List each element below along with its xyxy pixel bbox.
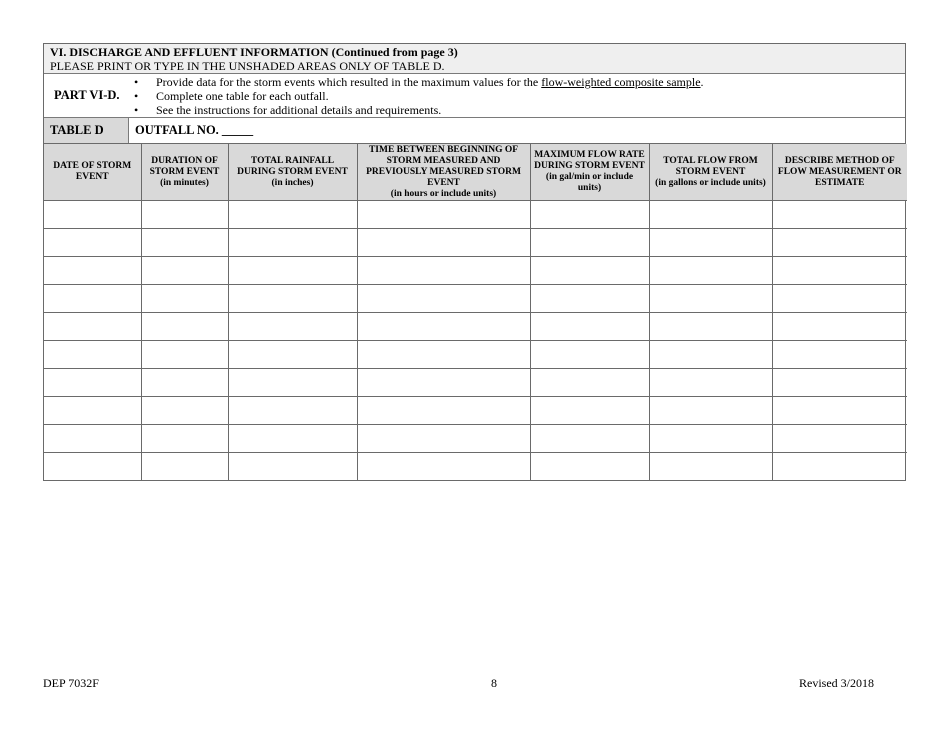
outfall-number-field[interactable]: OUTFALL NO. _____ [135,123,254,137]
table-row [44,397,907,425]
table-d-label: TABLE D [44,118,129,143]
table-row [44,257,907,285]
table-cell-input[interactable] [228,285,357,313]
table-cell-input[interactable] [141,313,228,341]
table-cell-input[interactable] [141,285,228,313]
table-cell-input[interactable] [772,285,907,313]
col-time-between-storms: TIME BETWEEN BEGINNING OF STORM MEASURED AND PREVIOUSLY MEASURED STORM EVENT (in hours or include units) [357,144,530,201]
revision-date: Revised 3/2018 [799,676,874,690]
table-cell-input[interactable] [772,201,907,229]
table-row [44,229,907,257]
section-instruction: PLEASE PRINT OR TYPE IN THE UNSHADED AREAS ONLY OF TABLE D. [50,59,445,73]
table-cell-input[interactable] [357,285,530,313]
table-cell-input[interactable] [357,425,530,453]
table-cell-input[interactable] [772,229,907,257]
part-vi-d-row [44,74,905,118]
section-header [44,44,905,74]
table-row [44,425,907,453]
table-cell-input[interactable] [357,257,530,285]
table-row [44,369,907,397]
instruction-text-end: . [700,75,704,89]
table-row [44,341,907,369]
table-cell-input[interactable] [141,341,228,369]
table-cell-input[interactable] [357,229,530,257]
section-title: VI. DISCHARGE AND EFFLUENT INFORMATION (Continued from page 3) [50,45,458,59]
table-cell-input[interactable] [44,453,141,481]
table-cell-input[interactable] [772,453,907,481]
table-row [44,313,907,341]
part-instructions [132,74,704,117]
flow-weighted-composite-sample-link: flow-weighted composite sample [541,75,701,89]
table-cell-input[interactable] [44,229,141,257]
bullet-icon: • [134,75,139,89]
table-cell-input[interactable] [772,397,907,425]
col-total-flow: TOTAL FLOW FROM STORM EVENT (in gallons or include units) [649,144,772,201]
table-cell-input[interactable] [649,313,772,341]
table-cell-input[interactable] [44,341,141,369]
table-row [44,201,907,229]
table-cell-input[interactable] [772,369,907,397]
table-cell-input[interactable] [228,341,357,369]
table-cell-input[interactable] [228,453,357,481]
table-cell-input[interactable] [357,397,530,425]
bullet-icon: • [134,103,139,117]
instruction-text: See the instructions for additional details and requirements. [156,103,442,117]
table-cell-input[interactable] [649,369,772,397]
bullet-icon: • [134,89,139,103]
table-cell-input[interactable] [772,257,907,285]
column-header-row [44,144,907,201]
table-cell-input[interactable] [228,369,357,397]
table-cell-input[interactable] [649,285,772,313]
instruction-text: Provide data for the storm events which resulted in the maximum values for the [156,75,542,89]
table-cell-input[interactable] [228,229,357,257]
table-cell-input[interactable] [228,201,357,229]
table-cell-input[interactable] [649,257,772,285]
table-cell-input[interactable] [44,201,141,229]
instruction-item [132,103,704,117]
storm-event-table [44,144,907,480]
col-duration-of-storm-event: DURATION OF STORM EVENT (in minutes) [141,144,228,201]
table-cell-input[interactable] [357,453,530,481]
table-row [44,453,907,481]
table-cell-input[interactable] [530,425,649,453]
table-cell-input[interactable] [228,397,357,425]
col-maximum-flow-rate: MAXIMUM FLOW RATE DURING STORM EVENT (in gal/min or include units) [530,144,649,201]
table-cell-input[interactable] [357,369,530,397]
table-cell-input[interactable] [228,425,357,453]
table-cell-input[interactable] [772,313,907,341]
col-total-rainfall: TOTAL RAINFALL DURING STORM EVENT (in inches) [228,144,357,201]
instruction-item [132,89,704,103]
col-flow-measurement-method: DESCRIBE METHOD OF FLOW MEASUREMENT OR ESTIMATE [772,144,907,201]
table-cell-input[interactable] [530,369,649,397]
table-cell-input[interactable] [141,229,228,257]
table-body [44,201,907,481]
table-cell-input[interactable] [141,453,228,481]
table-cell-input[interactable] [530,313,649,341]
table-cell-input[interactable] [649,453,772,481]
table-row [44,285,907,313]
table-cell-input[interactable] [530,341,649,369]
table-cell-input[interactable] [44,397,141,425]
page-number: 8 [491,676,497,690]
part-label: PART VI-D. [54,88,120,102]
instruction-item [132,75,704,89]
table-cell-input[interactable] [530,285,649,313]
table-cell-input[interactable] [44,425,141,453]
table-cell-input[interactable] [141,257,228,285]
table-cell-input[interactable] [141,425,228,453]
table-cell-input[interactable] [530,229,649,257]
table-d-header-row [44,118,905,144]
table-cell-input[interactable] [772,425,907,453]
table-cell-input[interactable] [44,313,141,341]
table-cell-input[interactable] [141,397,228,425]
table-cell-input[interactable] [649,229,772,257]
table-cell-input[interactable] [357,313,530,341]
instruction-text: Complete one table for each outfall. [156,89,329,103]
discharge-effluent-form [43,43,906,481]
table-cell-input[interactable] [357,341,530,369]
table-cell-input[interactable] [141,369,228,397]
table-cell-input[interactable] [530,453,649,481]
table-cell-input[interactable] [530,257,649,285]
table-cell-input[interactable] [530,397,649,425]
table-cell-input[interactable] [141,201,228,229]
table-cell-input[interactable] [649,341,772,369]
table-cell-input[interactable] [649,397,772,425]
form-id: DEP 7032F [43,676,99,690]
table-cell-input[interactable] [228,313,357,341]
table-cell-input[interactable] [530,201,649,229]
table-cell-input[interactable] [44,257,141,285]
table-cell-input[interactable] [772,341,907,369]
table-cell-input[interactable] [228,257,357,285]
table-cell-input[interactable] [44,285,141,313]
table-cell-input[interactable] [649,425,772,453]
col-date-of-storm-event: DATE OF STORM EVENT [44,144,141,201]
table-cell-input[interactable] [44,369,141,397]
table-cell-input[interactable] [649,201,772,229]
table-cell-input[interactable] [357,201,530,229]
